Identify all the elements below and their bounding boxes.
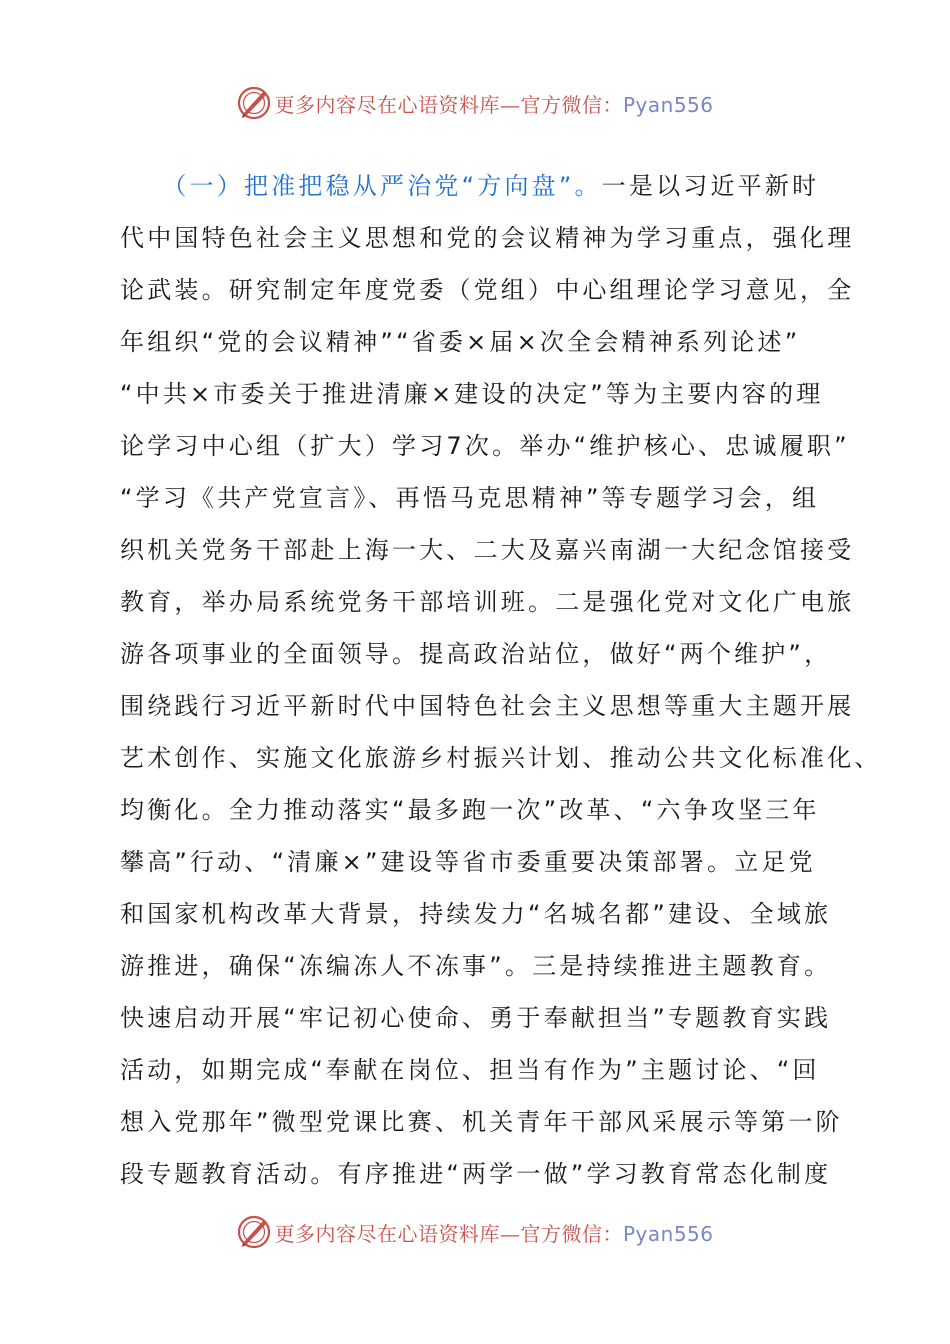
banner-wechat-label: 官方微信：: [520, 92, 623, 117]
paragraph-line: “中共×市委关于推进清廉×建设的决定”等为主要内容的理: [120, 380, 824, 408]
header-banner: [0, 83, 950, 123]
paragraph-line-text: 一是以习近平新时: [601, 172, 820, 200]
banner-separator: —: [499, 92, 521, 117]
paragraph-line: 均衡化。全力推动落实“最多跑一次”改革、“六争攻坚三年: [120, 796, 820, 824]
footer-banner: [0, 1212, 950, 1252]
paragraph-line: 教育，举办局系统党务干部培训班。二是强化党对文化广电旅: [120, 588, 855, 616]
banner-wechat-id: Pyan556: [622, 1221, 714, 1246]
paragraph-line: 论武装。研究制定年度党委（党组）中心组理论学习意见，全: [120, 276, 855, 304]
paragraph-line: 年组织“党的会议精神”“省委×届×次全会精神系列论述”: [120, 328, 801, 356]
paragraph-line: 论学习中心组（扩大）学习7次。举办“维护核心、忠诚履职”: [120, 432, 850, 460]
banner-text: [274, 1218, 713, 1247]
paragraph-line: 游各项事业的全面领导。提高政治站位，做好“两个维护”，: [120, 640, 832, 668]
paragraph-line: [120, 160, 836, 212]
banner-wechat-id: Pyan556: [622, 92, 714, 117]
banner-title: 更多内容尽在心语资料库: [274, 1221, 500, 1246]
banner-wechat-label: 官方微信：: [520, 1221, 623, 1246]
section-heading: （一）把准把稳从严治党“方向盘”。: [174, 172, 602, 200]
paragraph-line: 代中国特色社会主义思想和党的会议精神为学习重点，强化理: [120, 224, 855, 252]
paragraph-line: 攀高”行动、“清廉×”建设等省市委重要决策部署。立足党: [120, 848, 816, 876]
paragraph-line: 想入党那年”微型党课比赛、机关青年干部风采展示等第一阶: [120, 1108, 843, 1136]
paragraph-line: 织机关党务干部赴上海一大、二大及嘉兴南湖一大纪念馆接受: [120, 536, 855, 564]
banner-title: 更多内容尽在心语资料库: [274, 92, 500, 117]
paragraph-line: 快速启动开展“牢记初心使命、勇于奉献担当”专题教育实践: [120, 1004, 832, 1032]
paragraph-line: 围绕践行习近平新时代中国特色社会主义思想等重大主题开展: [120, 692, 855, 720]
paragraph-line: 和国家机构改革大背景，持续发力“名城名都”建设、全域旅: [120, 900, 832, 928]
banner-text: [274, 89, 713, 118]
pen-logo-icon: [236, 85, 272, 121]
paragraph-line: “学习《共产党宣言》、再悟马克思精神”等专题学习会，组: [120, 484, 820, 512]
paragraph-line: 活动，如期完成“奉献在岗位、担当有作为”主题讨论、“回: [120, 1056, 820, 1084]
paragraph-line: 艺术创作、实施文化旅游乡村振兴计划、推动公共文化标准化、: [120, 744, 882, 772]
pen-logo-icon: [236, 1214, 272, 1250]
paragraph-line: 游推进，确保“冻编冻人不冻事”。三是持续推进主题教育。: [120, 952, 832, 980]
document-body: [120, 160, 882, 1200]
banner-separator: —: [499, 1221, 521, 1246]
paragraph-line: 段专题教育活动。有序推进“两学一做”学习教育常态化制度: [120, 1160, 832, 1188]
